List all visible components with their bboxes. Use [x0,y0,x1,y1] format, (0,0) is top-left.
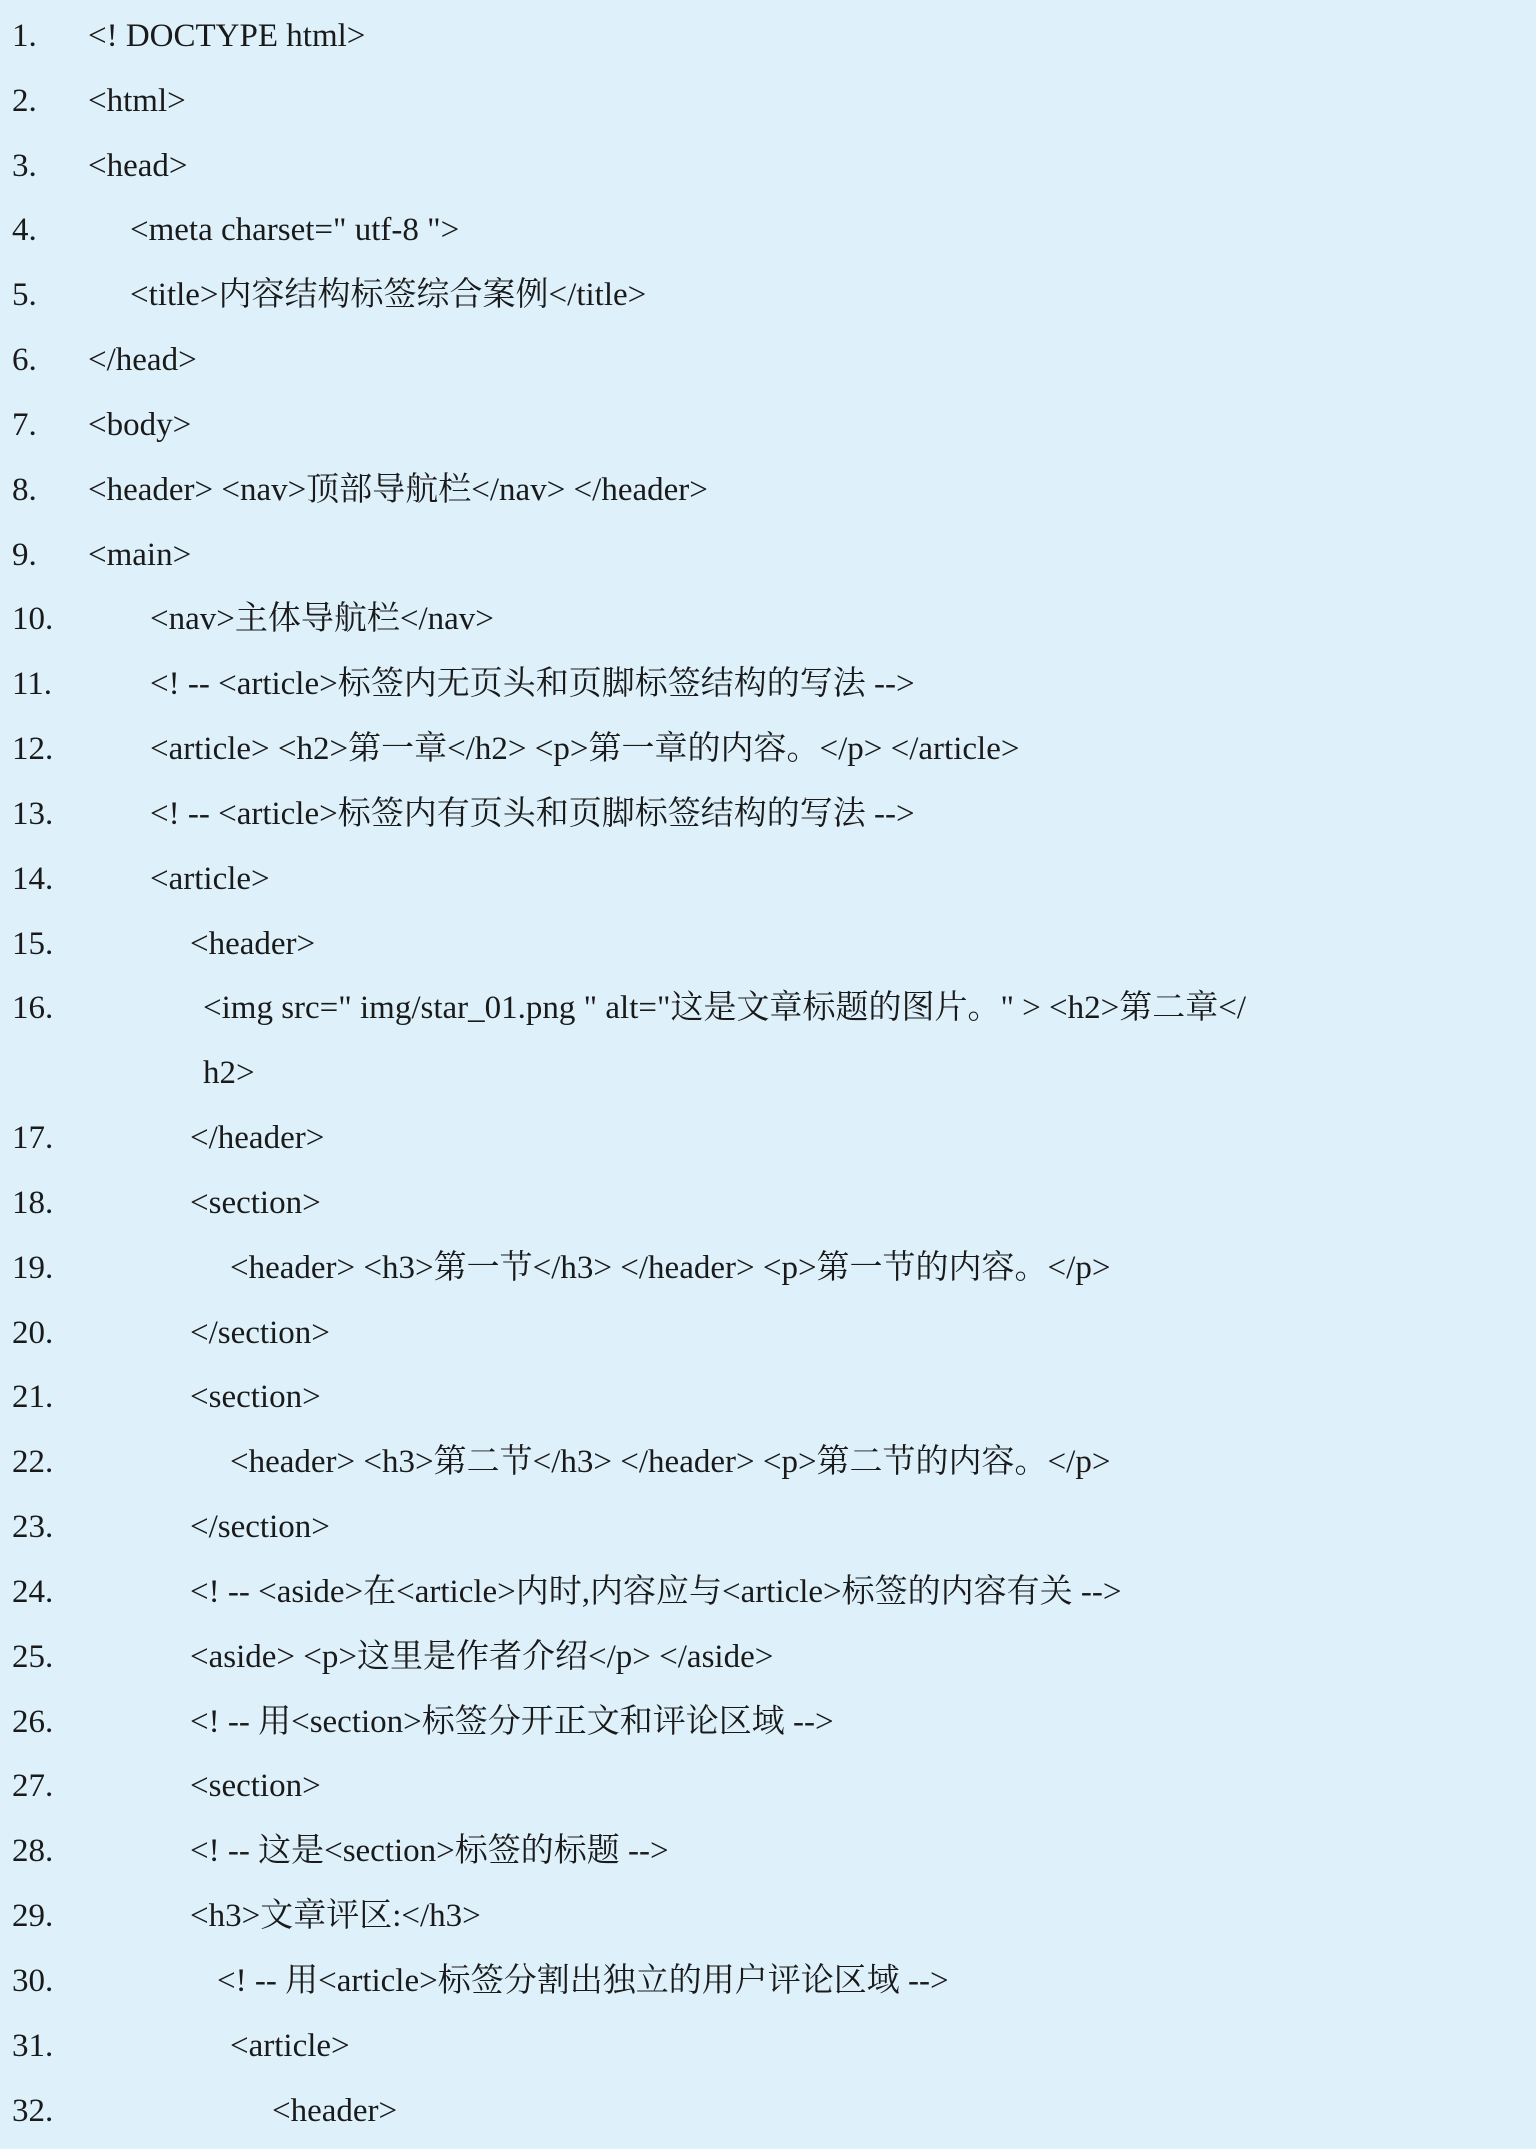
line-number: 17. [12,1120,54,1156]
line-text: <head> [88,148,188,184]
line-text: <! -- 用<article>标签分割出独立的用户评论区域 --> [217,1963,949,1999]
line-text: <body> [88,407,192,443]
line-text: <header> [190,926,316,962]
line-number: 31. [12,2028,54,2064]
line-number: 2. [12,83,37,119]
line-number: 9. [12,537,37,573]
line-number: 16. [12,990,54,1026]
line-number: 3. [12,148,37,184]
line-text: <! -- 这是<section>标签的标题 --> [190,1833,669,1869]
line-number: 29. [12,1898,54,1934]
line-number: 21. [12,1379,54,1415]
line-text: <section> [190,1379,321,1415]
line-text: <html> [88,83,186,119]
line-number: 14. [12,861,54,897]
line-text: <section> [190,1768,321,1804]
line-number: 7. [12,407,37,443]
line-number: 11. [12,666,53,702]
line-text: </section> [190,1315,330,1351]
line-text: h2> [203,1055,255,1091]
line-number: 23. [12,1509,54,1545]
line-number: 25. [12,1639,54,1675]
line-number: 1. [12,18,37,54]
line-text: <! -- <article>标签内有页头和页脚标签结构的写法 --> [150,796,915,832]
line-number: 19. [12,1250,54,1286]
line-text: <header> <h3>第二节</h3> </header> <p>第二节的内容。</p> [230,1444,1111,1480]
line-text: <main> [88,537,192,573]
line-number: 22. [12,1444,54,1480]
line-number: 10. [12,601,54,637]
line-text: <meta charset=" utf-8 "> [130,212,460,248]
line-number: 4. [12,212,37,248]
line-number: 5. [12,277,37,313]
line-text: <img src=" img/star_01.png " alt="这是文章标题的图片。" > <h2>第二章</ [203,990,1247,1026]
line-text: <aside> <p>这里是作者介绍</p> </aside> [190,1639,774,1675]
line-number: 15. [12,926,54,962]
line-number: 28. [12,1833,54,1869]
line-text: <! DOCTYPE html> [88,18,366,54]
line-text: </section> [190,1509,330,1545]
line-number: 12. [12,731,54,767]
line-number: 18. [12,1185,54,1221]
line-number: 26. [12,1704,54,1740]
line-text: <! -- <aside>在<article>内时,内容应与<article>标签的内容有关 --> [190,1574,1122,1610]
line-text: <article> [150,861,270,897]
line-text: <section> [190,1185,321,1221]
line-text: <title>内容结构标签综合案例</title> [130,277,647,313]
line-text: <header> [272,2093,398,2129]
line-number: 6. [12,342,37,378]
line-text: <header> <nav>顶部导航栏</nav> </header> [88,472,708,508]
line-text: <! -- 用<section>标签分开正文和评论区域 --> [190,1704,834,1740]
line-number: 24. [12,1574,54,1610]
line-text: <! -- <article>标签内无页头和页脚标签结构的写法 --> [150,666,915,702]
line-number: 32. [12,2093,54,2129]
line-text: <h3>文章评区:</h3> [190,1898,481,1934]
line-text: <nav>主体导航栏</nav> [150,601,494,637]
line-text: <article> [230,2028,350,2064]
line-text: <header> <h3>第一节</h3> </header> <p>第一节的内容。</p> [230,1250,1111,1286]
line-text: </header> [190,1120,325,1156]
line-number: 20. [12,1315,54,1351]
line-number: 8. [12,472,37,508]
line-text: </head> [88,342,197,378]
line-text: <article> <h2>第一章</h2> <p>第一章的内容。</p> </article> [150,731,1020,767]
line-number: 13. [12,796,54,832]
line-number: 27. [12,1768,54,1804]
line-number: 30. [12,1963,54,1999]
